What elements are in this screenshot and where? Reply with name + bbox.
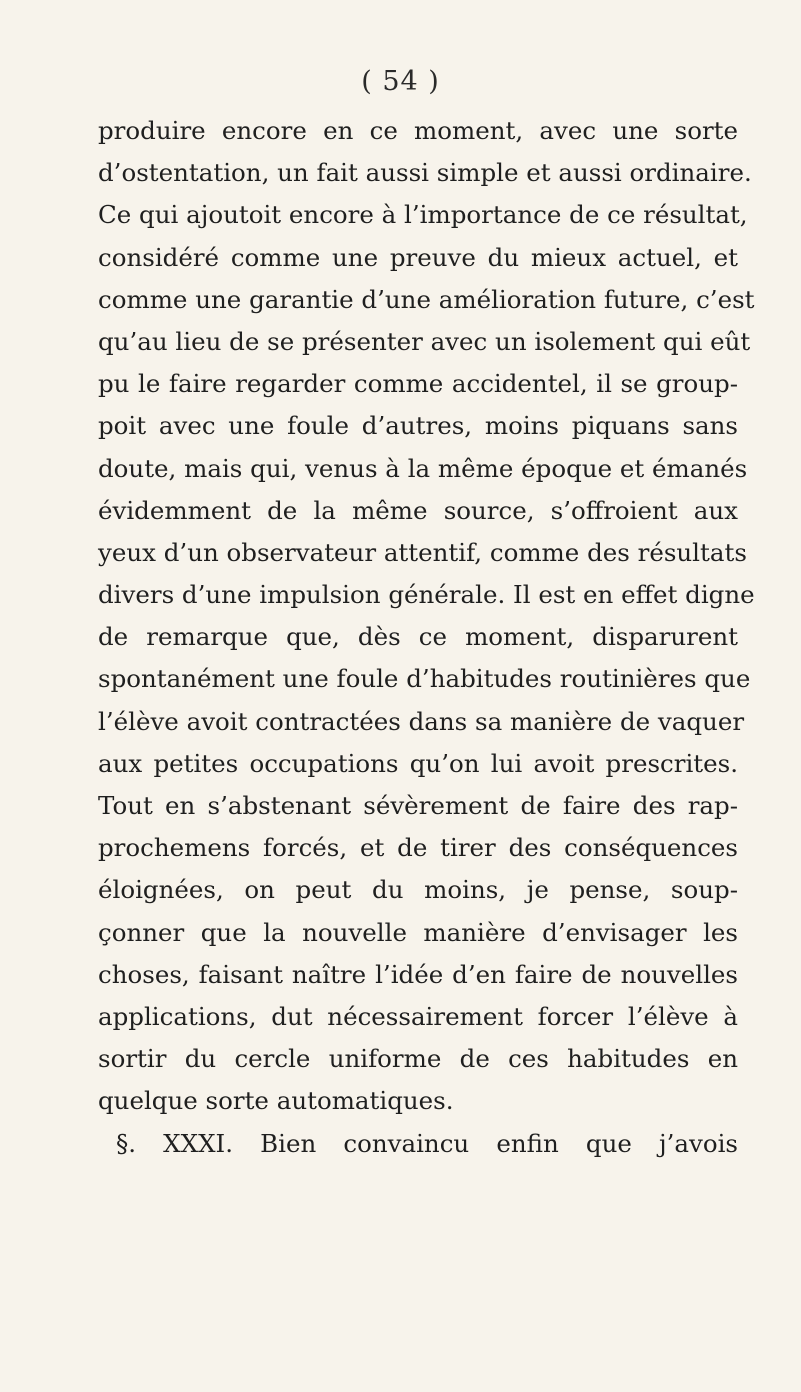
text-line: choses, faisant naître l’idée d’en faire de nouvelles bbox=[98, 959, 738, 989]
text-line: comme une garantie d’une amélioration future, c’est bbox=[98, 284, 755, 314]
text-line: Ce qui ajoutoit encore à l’importance de ce résultat, bbox=[98, 200, 748, 230]
text-line: poit avec une foule d’autres, moins piquans sans bbox=[98, 411, 738, 441]
body-text bbox=[98, 110, 755, 1165]
text-line: Tout en s’abstenant sévèrement de faire des rap- bbox=[98, 791, 738, 820]
text-line: évidemment de la même source, s’offroient aux bbox=[98, 495, 738, 525]
text-line: éloignées, on peut du moins, je pense, soup- bbox=[98, 875, 738, 905]
text-line: considéré comme une preuve du mieux actuel, et bbox=[98, 242, 738, 272]
text-line: produire encore en ce moment, avec une sorte bbox=[98, 116, 738, 145]
text-line: sortir du cercle uniforme de ces habitudes en bbox=[98, 1044, 738, 1074]
paragraph-end-line: quelque sorte automatiques. bbox=[98, 1086, 454, 1116]
text-line: aux petites occupations qu’on lui avoit prescrites. bbox=[98, 748, 738, 778]
text-line: doute, mais qui, venus à la même époque et émanés bbox=[98, 453, 748, 483]
text-line: de remarque que, dès ce moment, disparurent bbox=[98, 622, 738, 652]
text-line: d’ostentation, un fait aussi simple et aussi ordinaire. bbox=[98, 158, 752, 188]
text-line: spontanément une foule d’habitudes routinières que bbox=[98, 664, 751, 694]
text-line: divers d’une impulsion générale. Il est en effet digne bbox=[98, 580, 755, 610]
text-line: pu le faire regarder comme accidentel, il se group- bbox=[98, 369, 738, 399]
text-line: applications, dut nécessairement forcer l’élève à bbox=[98, 1001, 738, 1031]
text-line: çonner que la nouvelle manière d’envisager les bbox=[98, 917, 738, 947]
text-line: l’élève avoit contractées dans sa manière de vaquer bbox=[98, 706, 745, 736]
page-number: ( 54 ) bbox=[361, 66, 440, 97]
text-line: yeux d’un observateur attentif, comme des résultats bbox=[98, 537, 747, 567]
text-line: qu’au lieu de se présenter avec un isolement qui eût bbox=[98, 326, 751, 356]
text-line: prochemens forcés, et de tirer des conséquences bbox=[98, 833, 738, 863]
section-heading-line: §. XXXI. Bien convaincu enfin que j’avois bbox=[116, 1128, 738, 1158]
